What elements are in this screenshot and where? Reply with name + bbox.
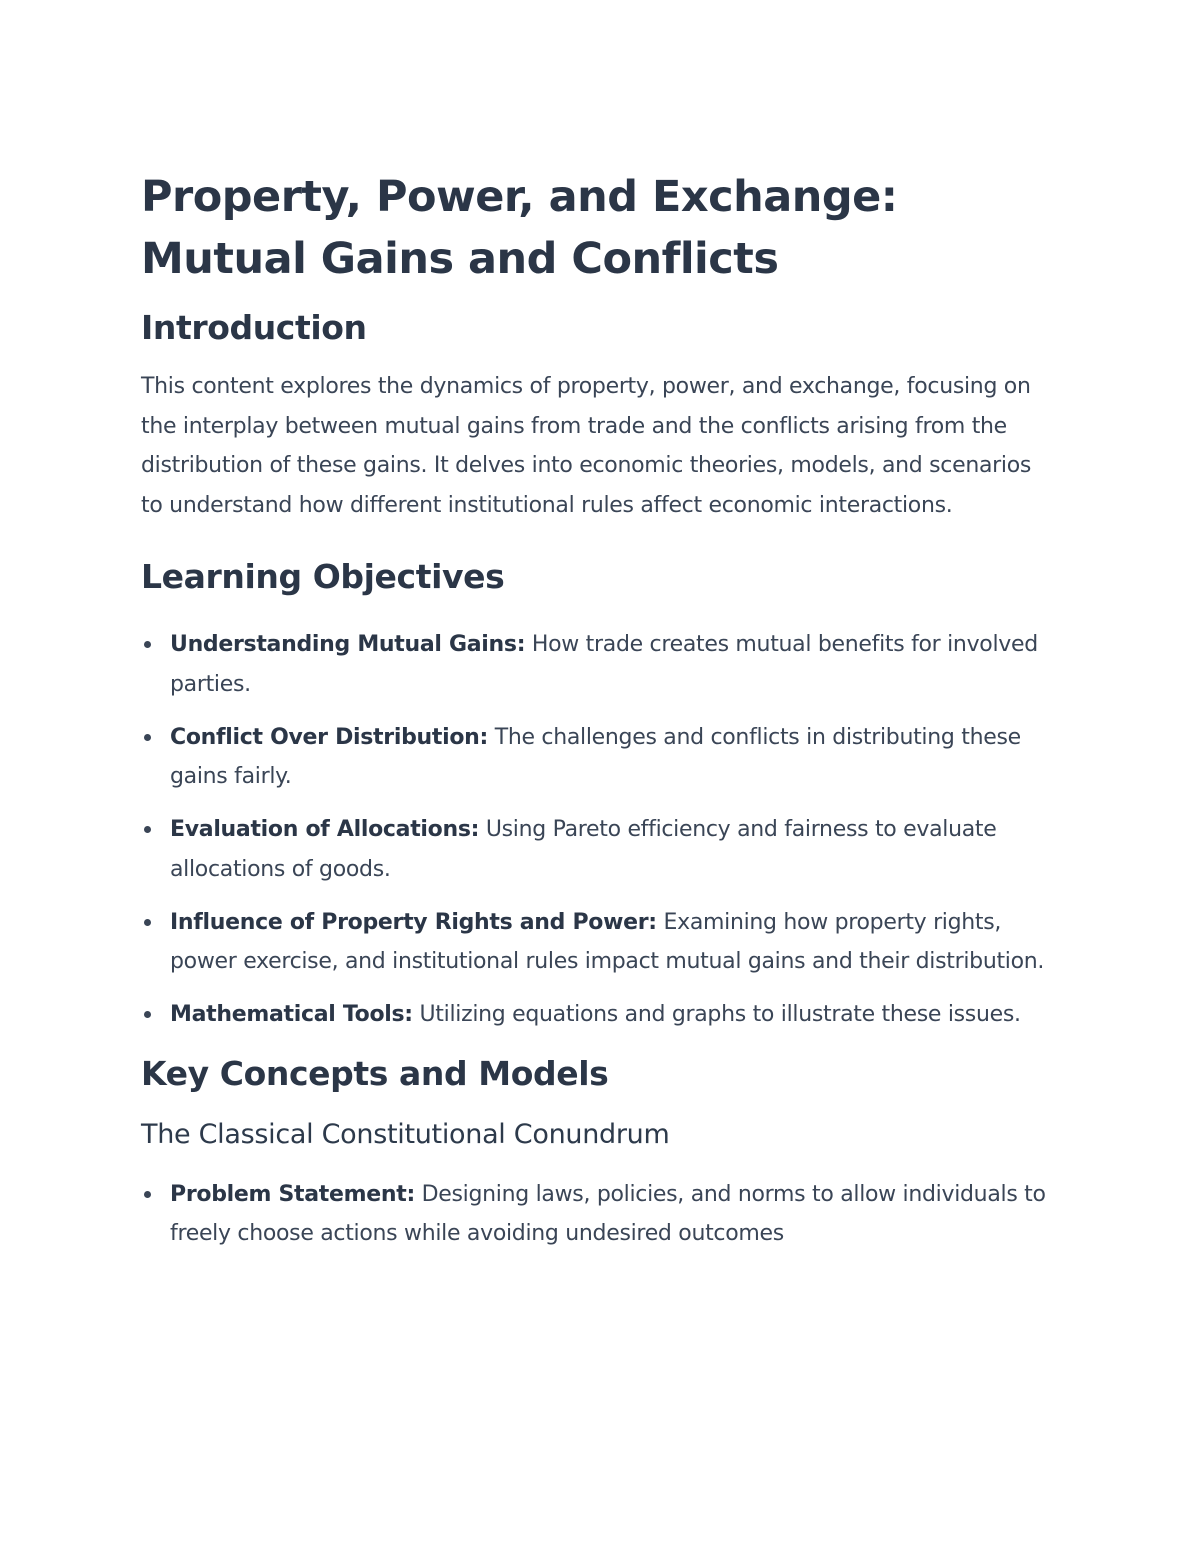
key-concepts-heading: Key Concepts and Models: [141, 1053, 609, 1093]
learning-objectives-list: [141, 625, 1051, 1035]
list-item: [141, 625, 1051, 704]
list-item-term: Evaluation of Allocations:: [170, 817, 480, 842]
bullet-icon: [144, 1191, 151, 1198]
list-item: [141, 1175, 1051, 1254]
introduction-paragraph: This content explores the dynamics of property, power, and exchange, focusing on the interplay between mutual gains from trade and the conflicts arising from the distribution of these gains. It delves into economic theories, models, and scenarios to understand how different institutional rules affect economic interactions.: [141, 374, 1032, 518]
list-item-term: Understanding Mutual Gains:: [170, 632, 526, 657]
list-item-text: The challenges and conflicts in distributing these gains fairly.: [170, 724, 1021, 789]
list-item-term: Conflict Over Distribution:: [170, 724, 489, 750]
list-item: [141, 903, 1051, 982]
bullet-icon: [144, 1011, 151, 1018]
list-item-text: Using Pareto efficiency and fairness to evaluate allocations of goods.: [170, 817, 997, 882]
list-item-text: Examining how property rights, power exercise, and institutional rules impact mutual gains and their distribution.: [170, 909, 1045, 974]
learning-objectives-heading: Learning Objectives: [141, 557, 505, 596]
bullet-icon: [144, 641, 151, 648]
bullet-icon: [144, 919, 151, 926]
document-page: [141, 166, 1051, 1267]
list-item-text: How trade creates mutual benefits for involved parties.: [170, 632, 1038, 697]
list-item-term: Influence of Property Rights and Power:: [170, 909, 657, 935]
list-item-term: Mathematical Tools:: [170, 1002, 413, 1027]
document-title: Property, Power, and Exchange: Mutual Gains and Conflicts: [141, 172, 898, 284]
bullet-icon: [144, 734, 151, 741]
list-item: [141, 718, 1051, 797]
bullet-icon: [144, 826, 151, 833]
introduction-heading: Introduction: [141, 308, 367, 347]
list-item-term: Problem Statement:: [170, 1181, 415, 1207]
conundrum-list: [141, 1175, 1051, 1254]
list-item: [141, 810, 1051, 889]
conundrum-subheading: The Classical Constitutional Conundrum: [141, 1118, 670, 1150]
list-item-text: Utilizing equations and graphs to illustrate these issues.: [412, 1002, 1021, 1027]
list-item: [141, 995, 1051, 1035]
list-item-text: Designing laws, policies, and norms to allow individuals to freely choose actions while avoiding undesired outcomes: [170, 1181, 1046, 1246]
